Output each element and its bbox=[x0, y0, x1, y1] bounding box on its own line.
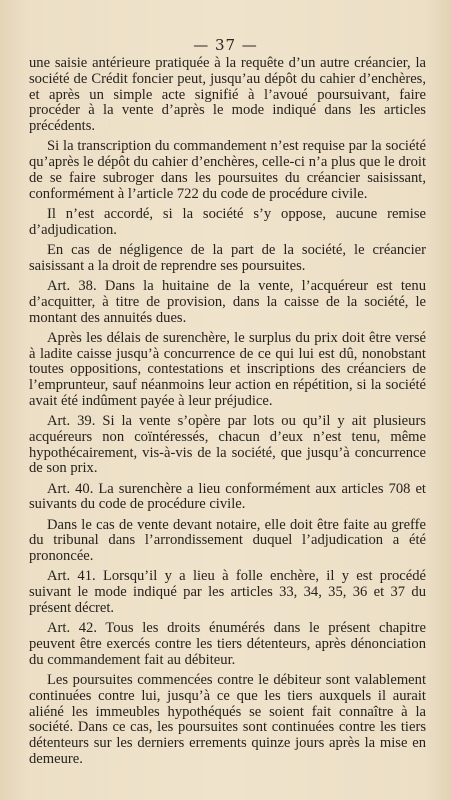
paragraph-poursuites: Les poursuites commencées contre le débiteur sont valablement continuées contre lui, jusqu’à ce que les tiers auxquels il aurait aliéné les immeubles hypothéqués se soient fait connaître à la société. Dans ce cas, les poursuites sont continuées contre les tiers détenteurs sur les derniers errements quinze jours après la mise en demeure. bbox=[29, 671, 426, 767]
paragraph-negligence: En cas de négligence de la part de la société, le créancier saisissant a la droit de reprendre ses poursuites. bbox=[29, 241, 426, 274]
paragraph-art-40: Art. 40. La surenchère a lieu conformément aux articles 708 et suivants du code de procédure civile. bbox=[29, 480, 426, 513]
paragraph-continuation: une saisie antérieure pratiquée à la requête d’un autre créancier, la société de Crédit foncier peut, jusqu’au dépôt du cahier d’enchères, et après un simple acte signifié à l’avoué poursuivant, faire procéder à la vente d’après le mode indiqué dans les articles précédents. bbox=[29, 55, 426, 135]
paragraph-transcription: Si la transcription du commandement n’est requise par la société qu’après le dépôt du cahier d’enchères, celle-ci n’a plus que le droit de se faire subroger dans les poursuites du créancier saisissant, conformément à l’article 722 du code de procédure civile. bbox=[29, 138, 426, 202]
paragraph-art-41: Art. 41. Lorsqu’il y a lieu à folle enchère, il y est procédé suivant le mode indiqué par les articles 33, 34, 35, 36 et 37 du présent décret. bbox=[29, 568, 426, 617]
body-text bbox=[29, 56, 426, 772]
paragraph-remise: Il n’est accordé, si la société s’y oppose, aucune remise d’adjudication. bbox=[29, 205, 426, 238]
paragraph-art-38: Art. 38. Dans la huitaine de la vente, l’acquéreur est tenu d’acquitter, à titre de provision, dans la caisse de la société, le montant des annuités dues. bbox=[29, 277, 426, 326]
paragraph-vente-notaire: Dans le cas de vente devant notaire, elle doit être faite au greffe du tribunal dans l’arrondissement duquel l’adjudication a été prononcée. bbox=[29, 516, 426, 565]
page-number: — 37 — bbox=[193, 36, 258, 54]
paragraph-surenchere-delais: Après les délais de surenchère, le surplus du prix doit être versé à ladite caisse jusqu’à concurrence de ce qui lui est dû, nonobstant toutes oppositions, contestations et inscriptions des créanciers de l’emprunteur, sauf néanmoins leur action en répétition, si la société avait été indûment payée à leur préjudice. bbox=[29, 329, 426, 409]
paragraph-art-39: Art. 39. Si la vente s’opère par lots ou qu’il y ait plusieurs acquéreurs non coïntéressés, chacun d’eux n’est tenu, même hypothécairement, vis-à-vis de la société, que jusqu’à concurrence de son prix. bbox=[29, 413, 426, 477]
paragraph-art-42: Art. 42. Tous les droits énumérés dans le présent chapitre peuvent être exercés contre les tiers détenteurs, après dénonciation du commandement fait au débiteur. bbox=[29, 620, 426, 668]
